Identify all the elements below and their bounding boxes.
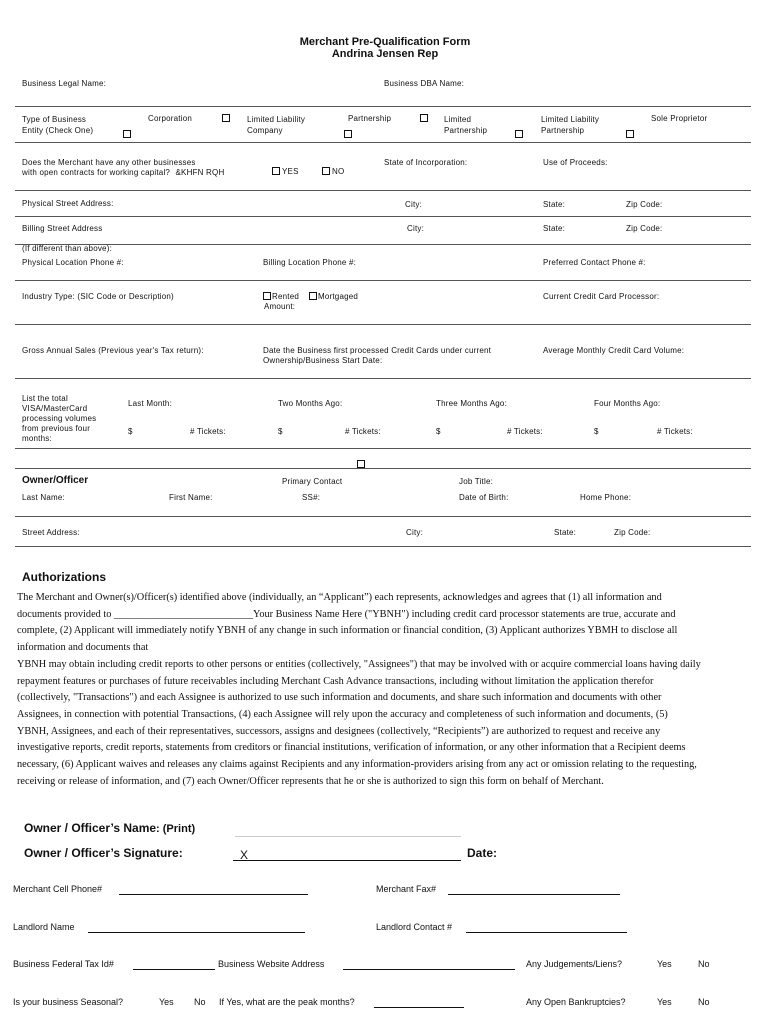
landlord-name-label: Landlord Name [13, 922, 75, 932]
checkbox-sole-proprietor[interactable] [626, 130, 634, 138]
divider [15, 324, 751, 325]
llp-label [541, 114, 599, 136]
llc-line1: Limited Liability [247, 115, 306, 124]
seasonal-no[interactable]: No [194, 997, 206, 1007]
if-different-label: (If different than above): [22, 244, 112, 253]
signature-field[interactable] [233, 846, 461, 861]
amount-label: Amount: [264, 302, 296, 311]
llc-line2: Company [247, 126, 283, 135]
auth-line: repayment features or purchases of future receivables including Merchant Cash Advance transactions, including without limitation the application therefor [17, 675, 654, 687]
entity-label-hint: (Check One) [45, 126, 94, 135]
checkbox-llp[interactable] [515, 130, 523, 138]
dollar-4: $ [594, 427, 599, 436]
seasonal-yes[interactable]: Yes [159, 997, 174, 1007]
landlord-name-field[interactable] [88, 932, 305, 933]
bankruptcies-label: Any Open Bankruptcies? [526, 997, 626, 1007]
print-suffix: : (Print) [156, 823, 196, 835]
two-months-label: Two Months Ago: [278, 399, 343, 408]
dba-name-label: Business DBA Name: [384, 79, 465, 88]
gross-sales-label: Gross Annual Sales (Previous year's Tax return): [22, 346, 204, 355]
ssn-label: SS#: [302, 493, 321, 502]
llp-line1: Limited Liability [541, 115, 600, 124]
divider [15, 280, 751, 281]
merchant-fax-field[interactable] [448, 894, 620, 895]
owner-name-print-field[interactable] [235, 836, 461, 837]
billing-address-label: Billing Street Address [22, 224, 103, 233]
llc-label [247, 114, 305, 136]
website-field[interactable] [343, 969, 515, 970]
three-months-label: Three Months Ago: [436, 399, 507, 408]
average-volume-label: Average Monthly Credit Card Volume: [543, 346, 685, 355]
bankruptcies-no[interactable]: No [698, 997, 710, 1007]
other-businesses-question [22, 158, 224, 178]
use-of-proceeds-label: Use of Proceeds: [543, 158, 608, 167]
auth-line: YBNH, Assignees, and each of their representatives, successors, assigns and designees (collectively, “Recipients”) are authorized to request and receive any [17, 725, 661, 737]
volumes-line4: from previous four [22, 424, 91, 433]
checkbox-primary-contact[interactable] [357, 460, 365, 468]
limited-line1: Limited [444, 115, 472, 124]
industry-type-label: Industry Type: (SIC Code or Description) [22, 292, 174, 301]
auth-line: investigative reports, credit reports, statements from creditors or financial institutions, verification of information, or any other information that a Recipient deems [17, 742, 686, 754]
auth-line: necessary, (6) Applicant waives and releases any claims against Recipients and any information-providers arising from any act or omission relating to the requesting, [17, 759, 697, 771]
divider [15, 516, 751, 517]
job-title-label: Job Title: [459, 477, 494, 486]
checkbox-llc[interactable] [222, 114, 230, 122]
merchant-cell-label: Merchant Cell Phone# [13, 884, 103, 894]
divider [15, 448, 751, 449]
dob-label: Date of Birth: [459, 493, 509, 502]
checkbox-yes[interactable] [272, 167, 280, 175]
authorizations-text [17, 590, 701, 790]
dollar-1: $ [128, 427, 133, 436]
judgements-label: Any Judgements/Liens? [526, 959, 623, 969]
checkbox-partnership[interactable] [344, 130, 352, 138]
corporation-label: Corporation [148, 114, 193, 123]
bankruptcies-yes[interactable]: Yes [657, 997, 672, 1007]
merchant-cell-field[interactable] [119, 894, 308, 895]
state-incorporation-label: State of Incorporation: [384, 158, 468, 167]
entity-label-line1: Type of Business [22, 115, 87, 124]
volumes-label [22, 394, 96, 444]
volumes-line5: months: [22, 434, 52, 443]
partnership-label: Partnership [348, 114, 392, 123]
divider [15, 216, 751, 217]
seasonal-label: Is your business Seasonal? [13, 997, 124, 1007]
zip-label: Zip Code: [626, 200, 663, 209]
four-months-label: Four Months Ago: [594, 399, 661, 408]
checkbox-corporation[interactable] [123, 130, 131, 138]
dollar-2: $ [278, 427, 283, 436]
garbled-text: &KHFN RQH [175, 168, 225, 177]
judgements-yes[interactable]: Yes [657, 959, 672, 969]
physical-phone-label: Physical Location Phone #: [22, 258, 124, 267]
legal-name-label: Business Legal Name: [22, 79, 107, 88]
limited-partnership-label [444, 114, 487, 136]
divider [15, 378, 751, 379]
date-label: Date: [467, 846, 498, 860]
tax-id-label: Business Federal Tax Id# [13, 959, 114, 969]
dollar-3: $ [436, 427, 441, 436]
entity-label [22, 114, 93, 136]
landlord-contact-field[interactable] [466, 932, 627, 933]
auth-line: (collectively, "Transactions") and each Assignee is authorized to use such information and documents, and share such information and documents with other [17, 692, 662, 704]
volumes-line1: List the total [22, 394, 68, 403]
website-label: Business Website Address [218, 959, 325, 969]
yes-label: YES [282, 167, 299, 176]
billing-city-label: City: [407, 224, 424, 233]
owner-officer-heading: Owner/Officer [22, 475, 89, 486]
owner-signature-label: Owner / Officer’s Signature: [24, 846, 183, 860]
first-name-label: First Name: [169, 493, 213, 502]
tickets-1: # Tickets: [190, 427, 226, 436]
owner-city-label: City: [406, 528, 423, 537]
sole-proprietor-label: Sole Proprietor [651, 114, 708, 123]
divider [15, 190, 751, 191]
owner-name-print-label [24, 821, 195, 835]
tax-id-field[interactable] [133, 969, 215, 970]
signature-x: X [240, 848, 249, 862]
home-phone-label: Home Phone: [580, 493, 632, 502]
auth-line: documents provided to ___________________________Your Business Name Here ("YBNH") including credit card processor statements are true, accurate and [17, 608, 676, 620]
volumes-line2: VISA/MasterCard [22, 404, 88, 413]
billing-zip-label: Zip Code: [626, 224, 663, 233]
peak-months-field[interactable] [374, 1007, 464, 1008]
auth-line: Assignees, in connection with potential Transactions, (4) each Assignee will rely upon the accuracy and completeness of such information and documents, (5) [17, 708, 668, 720]
auth-line: information and documents that [17, 642, 149, 654]
question-line1: Does the Merchant have any other businesses [22, 158, 196, 167]
physical-address-label: Physical Street Address: [22, 199, 114, 208]
entity-label-line2: Entity [22, 126, 44, 135]
checkbox-rented[interactable] [263, 292, 271, 300]
auth-line: complete, (2) Applicant will immediately notify YBNH of any change in such information or financial condition, (3) Applicant authorizes YBMH to disclose all [17, 625, 678, 637]
volumes-line3: processing volumes [22, 414, 97, 423]
first-processed-line2: Ownership/Business Start Date: [263, 356, 383, 365]
billing-phone-label: Billing Location Phone #: [263, 258, 357, 267]
auth-line: YBNH may obtain including credit reports to other persons or entities (collectively, "Assignees") that may be involved with or acquire commercial loans having daily [17, 658, 701, 670]
divider [15, 546, 751, 547]
checkbox-mortgaged[interactable] [309, 292, 317, 300]
divider [15, 468, 751, 469]
tickets-3: # Tickets: [507, 427, 543, 436]
state-label: State: [543, 200, 566, 209]
merchant-fax-label: Merchant Fax# [376, 884, 437, 894]
divider [15, 106, 751, 107]
mortgaged-label: Mortgaged [318, 292, 359, 301]
billing-state-label: State: [543, 224, 566, 233]
processor-label: Current Credit Card Processor: [543, 292, 660, 301]
checkbox-limited-partnership[interactable] [420, 114, 428, 122]
owner-street-label: Street Address: [22, 528, 80, 537]
divider [15, 142, 751, 143]
last-month-label: Last Month: [128, 399, 173, 408]
last-name-label: Last Name: [22, 493, 65, 502]
city-label: City: [405, 200, 422, 209]
owner-zip-label: Zip Code: [614, 528, 651, 537]
tickets-2: # Tickets: [345, 427, 381, 436]
form-title: Merchant Pre-Qualification Form [299, 36, 471, 48]
first-processed-line1: Date the Business first processed Credit Cards under current [263, 346, 492, 355]
auth-line: The Merchant and Owner(s)/Officer(s) identified above (individually, an “Applicant”) each represents, acknowledges and agrees that (1) all information and [17, 592, 662, 603]
landlord-contact-label: Landlord Contact # [376, 922, 453, 932]
preferred-phone-label: Preferred Contact Phone #: [543, 258, 646, 267]
checkbox-no[interactable] [322, 167, 330, 175]
authorizations-heading: Authorizations [22, 570, 106, 584]
form-subtitle: Andrina Jensen Rep [331, 48, 439, 60]
first-processed-label [263, 346, 491, 366]
llp-line2: Partnership [541, 126, 585, 135]
rented-label: Rented [272, 292, 299, 301]
tickets-4: # Tickets: [657, 427, 693, 436]
primary-contact-label: Primary Contact [282, 477, 343, 486]
divider [15, 244, 751, 245]
no-label: NO [332, 167, 345, 176]
print-label: Owner / Officer’s Name [24, 821, 157, 835]
owner-state-label: State: [554, 528, 577, 537]
peak-months-label: If Yes, what are the peak months? [219, 997, 355, 1007]
limited-line2: Partnership [444, 126, 488, 135]
question-line2: with open contracts for working capital? [22, 168, 171, 177]
auth-line: receiving or release of information, and (7) each Owner/Officer represents that he or she is authorized to sign this form on behalf of Merchant. [17, 775, 604, 787]
judgements-no[interactable]: No [698, 959, 710, 969]
